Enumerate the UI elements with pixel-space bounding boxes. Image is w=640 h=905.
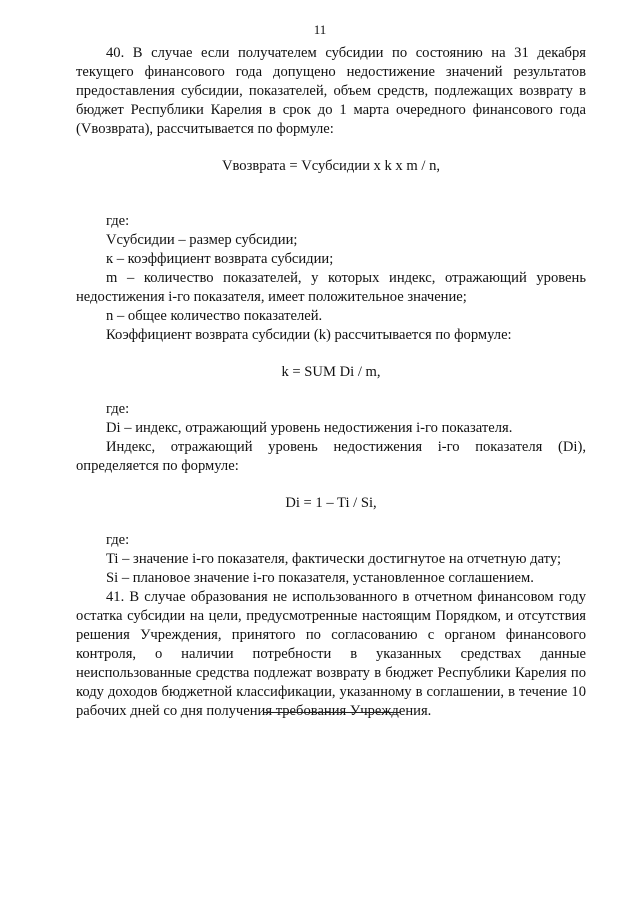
where-label-2: где: [106,401,130,417]
page-number: 11 [313,22,327,37]
where-label-1: где: [106,213,130,229]
document-body [76,44,586,721]
paragraph-41: 41. В случае образования не использованного в отчетном финансовом году остатка субсидии на цели, предусмотренные настоящим Порядком, и отсутствия решения Учреждения, принятого по согласованию с органом финансового контроля, о наличии потребности в указанных средствах данные неиспользованные средства подлежат возврату в бюджет Республики Карелия по коду доходов бюджетной классификации, указанному в соглашении, в течение 10 рабочих дней со дня получения требования Учреждения. [76,589,586,719]
di-formula-intro: Индекс, отражающий уровень недостижения i-го показателя (Di), определяется по формуле: [76,439,586,474]
definition-n: n – общее количество показателей. [106,308,323,324]
definition-ti: Ti – значение i-го показателя, фактически достигнутое на отчетную дату; [106,551,562,567]
formula-refund-volume: Vвозврата = Vсубсидии x k x m / n, [221,158,441,174]
formula-k: k = SUM Di / m, [281,364,381,380]
paragraph-40: 40. В случае если получателем субсидии по состоянию на 31 декабря текущего финансового года допущено недостижение значений результатов предоставления субсидии, показателей, объем средств, подлежащих возврату в бюджет Республики Карелия в срок до 1 марта очередного финансового года (Vвозврата), рассчитывается по формуле: [76,45,586,137]
formula-di: Di = 1 – Ti / Si, [285,495,377,511]
end-rule [263,712,400,713]
definition-m: m – количество показателей, у которых индекс, отражающий уровень недостижения i-го показателя, имеет положительное значение; [76,270,586,305]
k-formula-intro: Коэффициент возврата субсидии (k) рассчитывается по формуле: [106,327,512,343]
where-label-3: где: [106,532,130,548]
definition-si: Si – плановое значение i-го показателя, установленное соглашением. [106,570,534,586]
definition-di: Di – индекс, отражающий уровень недостижения i-го показателя. [106,420,513,436]
definition-k: к – коэффициент возврата субсидии; [106,251,334,267]
definition-vsubsidy: Vсубсидии – размер субсидии; [106,232,298,248]
